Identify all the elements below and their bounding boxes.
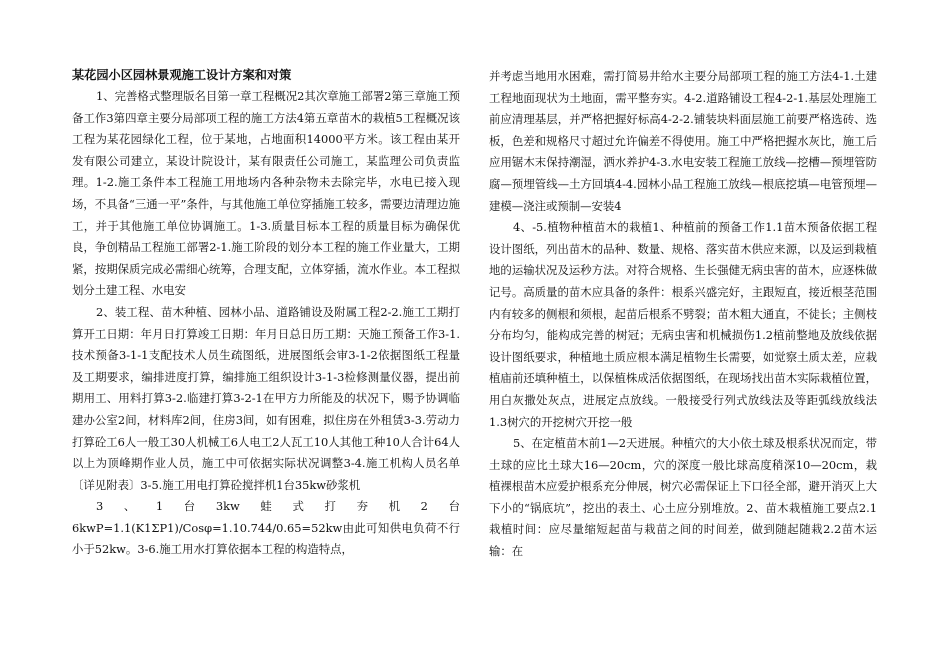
paragraph-3: 3、1台3kw蛙式打夯机2台6kwP=1.1(K1ΣP1)/Cosφ=1.10.744/0.65=52kw由此可知供电负荷不行小于52kw。3-6.施工用水打算依据本工程的构造特点， xyxy=(72,499,460,557)
paragraph-1: 1、完善格式整理版名目第一章工程概况2其次章施工部署2第三章施工预备工作3第四章主要分局部项工程的施工方法4第五章苗木的栽植5工程概况该工程为某花园绿化工程，位于某地，占地面积14000平方米。该工程由某开发有限公司建立，某设计院设计，某有限责任公司施工，某监理公司负责监理。1-2.施工条件本工程施工用地场内各种杂物未去除完毕，水电已接入现场，不具备“三通一平”条件，与其他施工单位穿插施工较多，需要边清理边施工，并于其他施工单位协调施工。1-3.质量目标本工程的质量目标为确保优良，争创精品工程施工部署2-1.施工阶段的划分本工程的施工作业量大，工期紧，按期保质完成必需细心统筹，合理支配，立体穿插，流水作业。本工程拟划分土建工程、水电安 xyxy=(72,89,460,298)
paragraph-2: 2、装工程、苗木种植、园林小品、道路铺设及附属工程2-2.施工工期打算开工日期：年月日打算竣工日期：年月日总日历工期：天施工预备工作3-1.技术预备3-1-1支配技术人员生疏图纸，进展图纸会审3-1-2依据图纸工程量及工期要求，编排进度打算，编排施工组织设计3-1-3检修测量仪器，提出前期用工、用料打算3-2.临建打算3-2-1在甲方力所能及的状况下，赐予协调临建办公室2间，材料库2间，住房3间，如有困难，拟住房在外租赁3-3.劳动力打算砼工6人一般工30人机械工6人电工2人瓦工10人其他工种10人合计64人以上为顶峰期作业人员，施工中可依据实际状况调整3-4.施工机构人员名单〔详见附表〕3-5.施工用电打算砼搅拌机1台35kw砂浆机 xyxy=(72,304,460,492)
right-column xyxy=(489,66,877,563)
paragraph-5: 5、在定植苗木前1—2天进展。种植穴的大小依土球及根系状况而定，带土球的应比土球大16—20cm，穴的深度一般比球高度稍深10—20cm，栽植裸根苗木应爱护根系充分伸展，树穴必需保证上下口径全部，避开消灭上大下小的“锅底坑”，挖出的表土、心土应分别堆放。2、苗木栽植施工要点2.1栽植时间：应尽量缩短起苗与栽苗之间的时间差，做到随起随栽2.2苗木运输：在 xyxy=(489,436,877,559)
paragraph-4: 4、-5.植物种植苗木的栽植1、种植前的预备工作1.1苗木预备依据工程设计图纸，列出苗木的品种、数量、规格、落实苗木供应来源，以及运到栽植地的运输状况及运秒方法。对符合规格、生长强健无病虫害的苗木，应逐株做记号。高质量的苗木应具备的条件：根系兴盛完好，主跟短直，接近根茎范围内有较多的侧根和须根，起苗后根系不劈裂；苗木粗大通直，不徒长；主侧枝分布均匀，能构成完善的树冠；无病虫害和机械损伤1.2植前整地及放线依据设计图纸要求，种植地土质应根本满足植物生长需要，如觉察土质太差，应栽植庙前还填种植土，以保植株成活依据图纸，在现场找出苗木实际栽植位置，用白灰撒处灰点，进展定点放线。一般接受行列式放线法及等距弧线放线法1.3树穴的开挖树穴开挖一般 xyxy=(489,220,877,429)
left-column xyxy=(72,64,460,561)
document-title: 某花园小区园林景观施工设计方案和对策 xyxy=(72,68,292,82)
paragraph-3-continued: 并考虑当地用水困难，需打简易井给水主要分局部项工程的施工方法4-1.土建工程地面现状为土地面，需平整夯实。4-2.道路铺设工程4-2-1.基层处理施工前应清理基层，并严格把握好标高4-2-2.铺装块料面层施工前要严格选砖、选板，色差和规格尺寸超过允许偏差不得使用。施工中严格把握水灰比，施工后应用锯木末保持潮湿，洒水养护4-3.水电安装工程施工放线—挖槽—预埋管防腐—预埋管线—土方回填4-4.园林小品工程施工放线—根底挖填—电管预埋—建模—浇注或预制—安装4 xyxy=(489,69,877,213)
